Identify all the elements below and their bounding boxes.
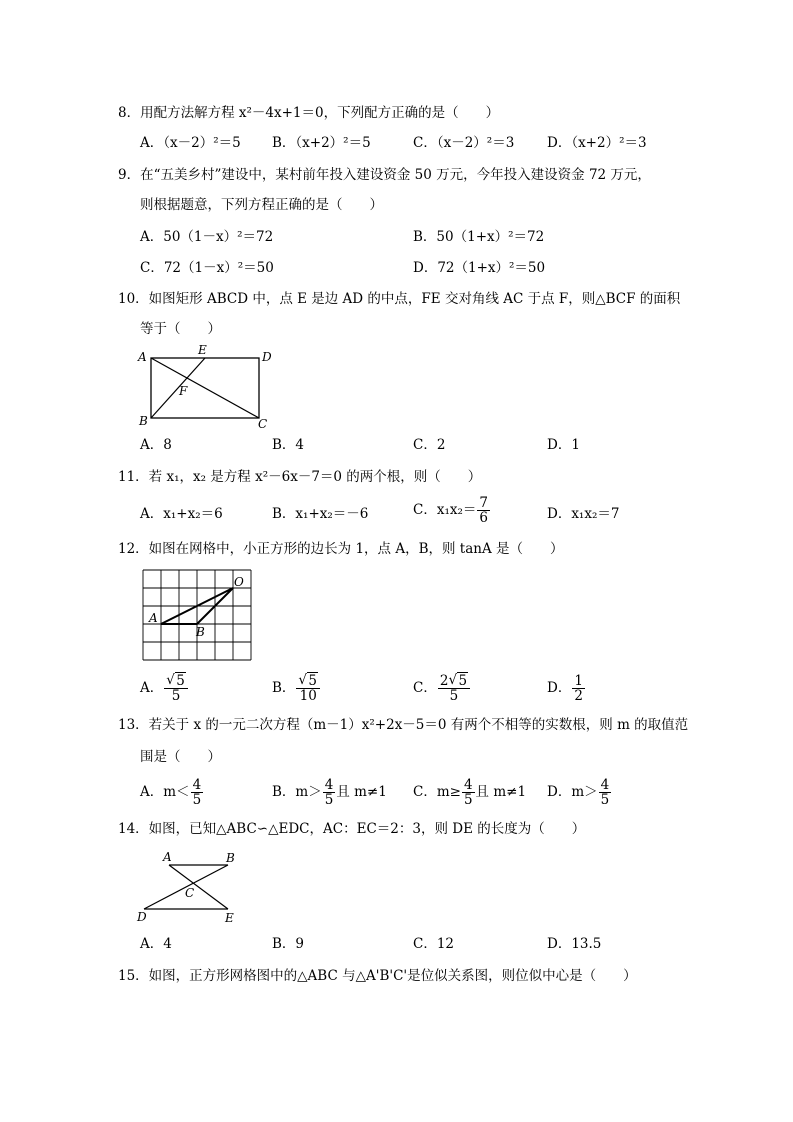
rectangle-figure: [136, 342, 284, 430]
q10-stem-line2: 等于（ ）: [140, 321, 221, 337]
q8-option-d: D．（x+2）²＝3: [547, 135, 647, 151]
q9-stem-line1: 9．在“五美乡村”建设中，某村前年投入建设资金 50 万元，今年投入建设资金 72 万元，: [118, 167, 651, 183]
q13-stem-line1: 13．若关于 x 的一元二次方程（m－1）x²+2x－5＝0 有两个不相等的实数根，则 m 的取值范: [118, 717, 689, 733]
q10-option-b: B．4: [272, 437, 305, 453]
label-c: C: [258, 417, 268, 431]
q12-stem: 12．如图在网格中，小正方形的边长为 1，点 A，B，则 tanA 是（ ）: [118, 541, 564, 557]
q11-option-a: A．x₁+x₂＝6: [140, 506, 223, 522]
q13-option-d: D．m＞ $\frac{4}{5}$: [547, 777, 610, 808]
label-e: E: [225, 911, 234, 925]
q14-option-b: B．9: [272, 936, 305, 952]
q13-option-b: B．m＞ $\frac{4}{5}$ 且 m≠1: [272, 777, 387, 808]
label-o: O: [234, 575, 244, 589]
q9-option-b: B．50（1+x）²＝72: [413, 229, 545, 245]
q11-option-c: C．x₁x₂＝ $\frac{7}{6}$: [413, 495, 488, 526]
q15-stem: 15．如图，正方形网格图中的△ABC 与△A'B'C'是位似关系图，则位似中心是（ ）: [118, 968, 637, 984]
q10-option-c: C．2: [413, 437, 446, 453]
q8-stem: 8．用配方法解方程 x²－4x+1＝0，下列配方正确的是（ ）: [118, 105, 500, 121]
q9-stem-line2: 则根据题意，下列方程正确的是（ ）: [140, 197, 383, 213]
q12-option-d: D． $\frac{1}{2}$: [547, 673, 583, 704]
q9-option-c: C．72（1－x）²＝50: [140, 260, 274, 276]
label-e: E: [198, 343, 207, 357]
q14-stem: 14．如图，已知△ABC∽△EDC，AC：EC＝2：3，则 DE 的长度为（ ）: [118, 821, 586, 837]
label-b: B: [226, 851, 235, 865]
q13-stem-line2: 围是（ ）: [140, 749, 221, 765]
q8-option-b: B．（x+2）²＝5: [272, 135, 371, 151]
similar-triangles-figure: [134, 846, 244, 926]
label-a: A: [138, 350, 147, 364]
q9-option-a: A．50（1－x）²＝72: [140, 229, 274, 245]
q14-option-c: C．12: [413, 936, 455, 952]
label-c: C: [185, 886, 195, 900]
q10-stem-line1: 10．如图矩形 ABCD 中，点 E 是边 AD 的中点，FE 交对角线 AC 于点 F，则△BCF 的面积: [118, 291, 681, 307]
q13-option-a: A．m＜ $\frac{4}{5}$: [140, 777, 202, 808]
q11-stem: 11．若 x₁，x₂ 是方程 x²－6x－7＝0 的两个根，则（ ）: [118, 469, 482, 485]
q11-option-d: D．x₁x₂＝7: [547, 506, 620, 522]
q11-option-b: B．x₁+x₂＝－6: [272, 506, 369, 522]
label-b: B: [196, 625, 205, 639]
grid-figure: [138, 570, 258, 666]
label-b: B: [139, 414, 148, 428]
q14-option-d: D．13.5: [547, 936, 602, 952]
label-a: A: [163, 850, 172, 864]
q12-option-c: C． $\frac{2√ 5}{5}$: [413, 674, 471, 703]
q13-option-c: C．m≥ $\frac{4}{5}$ 且 m≠1: [413, 777, 527, 808]
q12-option-b: B． √ $\frac{5}{10}$: [272, 674, 321, 703]
q8-option-c: C．（x－2）²＝3: [413, 135, 515, 151]
q10-option-d: D．1: [547, 437, 580, 453]
label-d: D: [262, 350, 272, 364]
label-f: F: [179, 384, 188, 398]
q12-option-a: A． √ $\frac{5}{5}$: [140, 674, 189, 703]
q14-option-a: A．4: [140, 936, 172, 952]
q10-option-a: A．8: [140, 437, 172, 453]
label-d: D: [137, 910, 147, 924]
q8-option-a: A．（x－2）²＝5: [140, 135, 241, 151]
label-a: A: [149, 611, 158, 625]
q9-option-d: D．72（1+x）²＝50: [413, 260, 546, 276]
